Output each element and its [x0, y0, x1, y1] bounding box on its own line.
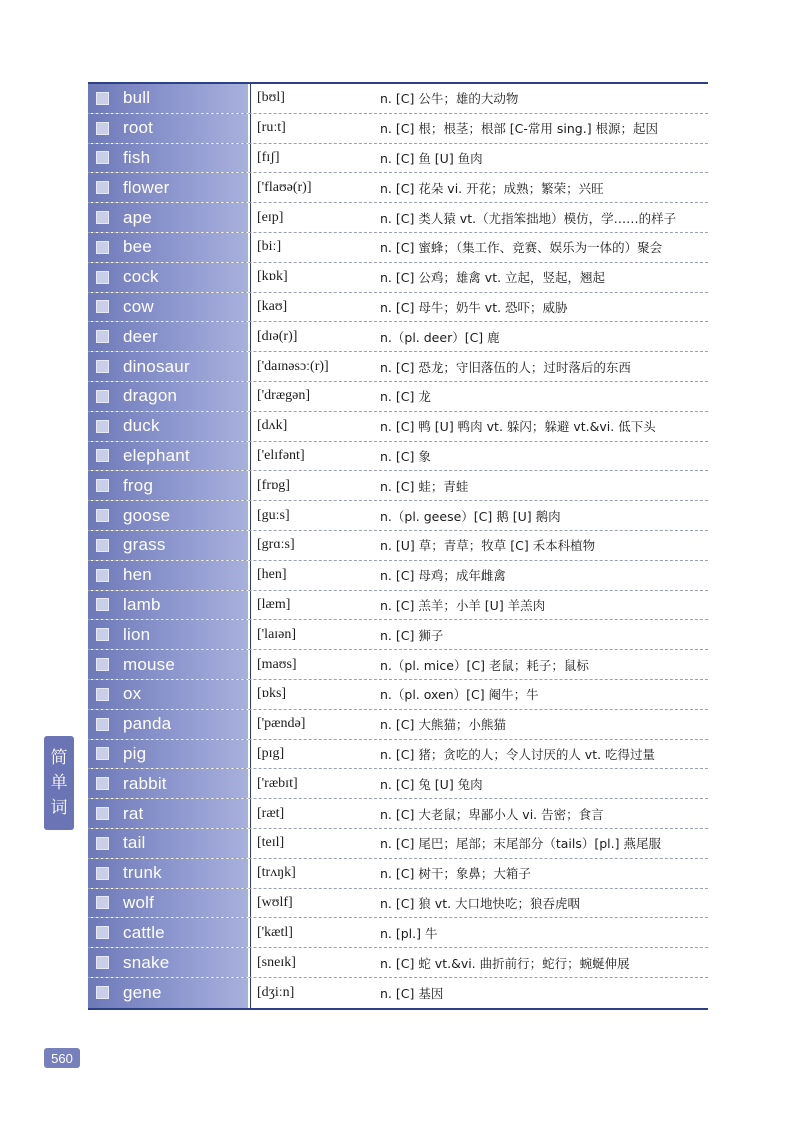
definition: n.（pl. oxen）[C] 阉牛；牛: [380, 687, 539, 703]
vocab-row: [88, 412, 708, 442]
checkbox-icon: [96, 777, 109, 790]
definition: n. [C] 母鸡；成年雌禽: [380, 568, 506, 584]
checkbox-icon: [96, 956, 109, 969]
phonetic: [guːs]: [250, 501, 372, 530]
checkbox-icon: [96, 181, 109, 194]
vocab-word: rabbit: [123, 773, 167, 793]
checkbox-icon: [96, 688, 109, 701]
word-cell: [88, 203, 250, 232]
definition: n.（pl. deer）[C] 鹿: [380, 329, 500, 345]
vocab-row: [88, 203, 708, 233]
phonetic: [trʌŋk]: [250, 859, 372, 888]
vocab-word: pig: [123, 743, 147, 763]
checkbox-icon: [96, 926, 109, 939]
vocab-row: [88, 114, 708, 144]
vocab-word: gene: [123, 982, 162, 1002]
vocab-row: [88, 561, 708, 591]
checkbox-icon: [96, 986, 109, 999]
phonetic: ['laɪən]: [250, 620, 372, 649]
vocab-word: dragon: [123, 386, 178, 406]
checkbox-icon: [96, 92, 109, 105]
phonetic: ['drægən]: [250, 382, 372, 411]
vocab-row: [88, 382, 708, 412]
vocab-word: mouse: [123, 654, 176, 674]
phonetic: [pɪg]: [250, 740, 372, 769]
vocab-row: [88, 442, 708, 472]
definition: n. [C] 大老鼠；卑鄙小人 vi. 告密；食言: [380, 806, 604, 822]
vocab-word: trunk: [123, 863, 162, 883]
definition: n. [C] 公牛；雄的大动物: [380, 91, 519, 107]
vocab-row: [88, 322, 708, 352]
word-cell: [88, 799, 250, 828]
checkbox-icon: [96, 747, 109, 760]
word-cell: [88, 948, 250, 977]
phonetic: [dʌk]: [250, 412, 372, 441]
vocab-row: [88, 948, 708, 978]
checkbox-icon: [96, 598, 109, 611]
vocab-row: [88, 680, 708, 710]
vocab-row: [88, 769, 708, 799]
definition: n. [C] 狮子: [380, 627, 444, 643]
word-cell: [88, 710, 250, 739]
checkbox-icon: [96, 241, 109, 254]
definition: n.（pl. mice）[C] 老鼠；耗子；鼠标: [380, 657, 589, 673]
definition: n. [C] 花朵 vi. 开花；成熟；繁荣；兴旺: [380, 180, 604, 196]
vocab-word: cattle: [123, 922, 165, 942]
vocab-word: hen: [123, 565, 152, 585]
word-cell: [88, 471, 250, 500]
vocab-row: [88, 501, 708, 531]
definition: n. [C] 蜜蜂；（集工作、竞赛、娱乐为一体的）聚会: [380, 240, 663, 256]
phonetic: [dʒiːn]: [250, 978, 372, 1008]
word-cell: [88, 173, 250, 202]
vocab-word: goose: [123, 505, 171, 525]
definition: n. [C] 恐龙；守旧落伍的人；过时落后的东西: [380, 359, 631, 375]
word-cell: [88, 412, 250, 441]
checkbox-icon: [96, 360, 109, 373]
phonetic: [frɒg]: [250, 471, 372, 500]
vocab-row: [88, 799, 708, 829]
definition: n. [C] 猪；贪吃的人；令人讨厌的人 vt. 吃得过量: [380, 746, 656, 762]
vocab-row: [88, 710, 708, 740]
definition: n. [C] 基因: [380, 985, 444, 1001]
vocab-row: [88, 650, 708, 680]
word-cell: [88, 650, 250, 679]
vocabulary-table: [88, 82, 708, 1010]
vocab-word: tail: [123, 833, 146, 853]
checkbox-icon: [96, 300, 109, 313]
word-cell: [88, 293, 250, 322]
definition: n. [C] 象: [380, 448, 431, 464]
vocab-word: fish: [123, 147, 151, 167]
definition: n. [C] 根；根茎；根部 [C-常用 sing.] 根源；起因: [380, 121, 659, 137]
vocab-row: [88, 531, 708, 561]
definition: n. [C] 羔羊；小羊 [U] 羊羔肉: [380, 597, 546, 613]
definition: n.（pl. geese）[C] 鹅 [U] 鹅肉: [380, 508, 561, 524]
word-cell: [88, 978, 250, 1008]
vocab-row: [88, 620, 708, 650]
phonetic: [læm]: [250, 591, 372, 620]
vocab-row: [88, 829, 708, 859]
phonetic: ['daɪnəsɔː(r)]: [250, 352, 372, 381]
page-number: 560: [44, 1048, 80, 1068]
vocab-word: elephant: [123, 445, 190, 465]
phonetic: ['ræbɪt]: [250, 769, 372, 798]
vocab-row: [88, 233, 708, 263]
definition: n. [C] 狼 vt. 大口地快吃；狼吞虎咽: [380, 895, 581, 911]
checkbox-icon: [96, 509, 109, 522]
vocab-word: bee: [123, 237, 152, 257]
vocab-row: [88, 859, 708, 889]
vocab-word: ox: [123, 684, 142, 704]
word-cell: [88, 889, 250, 918]
vocab-word: dinosaur: [123, 356, 190, 376]
vocab-word: root: [123, 118, 154, 138]
word-cell: [88, 322, 250, 351]
vocab-word: deer: [123, 326, 158, 346]
definition: n. [C] 大熊猫；小熊猫: [380, 717, 506, 733]
phonetic: [bʊl]: [250, 84, 372, 113]
checkbox-icon: [96, 390, 109, 403]
vocab-row: [88, 293, 708, 323]
checkbox-icon: [96, 896, 109, 909]
phonetic: [kaʊ]: [250, 293, 372, 322]
section-tab-char: 词: [50, 797, 68, 818]
word-cell: [88, 829, 250, 858]
word-cell: [88, 740, 250, 769]
word-cell: [88, 918, 250, 947]
section-tab-char: 简: [50, 747, 68, 768]
word-cell: [88, 114, 250, 143]
section-tab: [44, 736, 74, 830]
vocab-word: grass: [123, 535, 166, 555]
checkbox-icon: [96, 867, 109, 880]
vocab-word: cock: [123, 267, 159, 287]
checkbox-icon: [96, 628, 109, 641]
definition: n. [C] 蛇 vt.&vi. 曲折前行；蛇行；蜿蜒伸展: [380, 955, 630, 971]
checkbox-icon: [96, 807, 109, 820]
word-cell: [88, 84, 250, 113]
checkbox-icon: [96, 449, 109, 462]
definition: n. [C] 类人猿 vt.（尤指笨拙地）模仿，学……的样子: [380, 210, 677, 226]
definition: n. [C] 公鸡；雄禽 vt. 立起，竖起，翘起: [380, 270, 606, 286]
section-tab-char: 单: [50, 772, 68, 793]
checkbox-icon: [96, 658, 109, 671]
phonetic: [fɪʃ]: [250, 144, 372, 173]
word-cell: [88, 501, 250, 530]
definition: n. [C] 鱼 [U] 鱼肉: [380, 150, 483, 166]
checkbox-icon: [96, 330, 109, 343]
vocab-word: bull: [123, 88, 151, 108]
word-cell: [88, 561, 250, 590]
checkbox-icon: [96, 122, 109, 135]
phonetic: [wʊlf]: [250, 889, 372, 918]
checkbox-icon: [96, 718, 109, 731]
checkbox-icon: [96, 479, 109, 492]
word-cell: [88, 859, 250, 888]
checkbox-icon: [96, 211, 109, 224]
vocab-word: frog: [123, 475, 154, 495]
vocab-word: wolf: [123, 892, 155, 912]
vocab-word: duck: [123, 416, 160, 436]
word-cell: [88, 144, 250, 173]
vocab-row: [88, 84, 708, 114]
phonetic: [ræt]: [250, 799, 372, 828]
vocab-row: [88, 740, 708, 770]
phonetic: ['elɪfənt]: [250, 442, 372, 471]
vocab-row: [88, 918, 708, 948]
definition: n. [C] 母牛；奶牛 vt. 恐吓；威胁: [380, 299, 568, 315]
phonetic: [grɑːs]: [250, 531, 372, 560]
word-cell: [88, 591, 250, 620]
checkbox-icon: [96, 151, 109, 164]
phonetic: [maʊs]: [250, 650, 372, 679]
vocab-row: [88, 471, 708, 501]
phonetic: ['pændə]: [250, 710, 372, 739]
phonetic: ['flaʊə(r)]: [250, 173, 372, 202]
vocab-row: [88, 173, 708, 203]
vocab-row: [88, 978, 708, 1008]
word-cell: [88, 233, 250, 262]
phonetic: [kɒk]: [250, 263, 372, 292]
word-cell: [88, 769, 250, 798]
definition: n. [C] 尾巴；尾部；末尾部分（tails）[pl.] 燕尾服: [380, 836, 661, 852]
checkbox-icon: [96, 420, 109, 433]
vocab-word: flower: [123, 177, 170, 197]
vocab-word: lamb: [123, 594, 161, 614]
definition: n. [C] 树干；象鼻；大箱子: [380, 866, 531, 882]
phonetic: [dɪə(r)]: [250, 322, 372, 351]
word-cell: [88, 442, 250, 471]
definition: n. [C] 鸭 [U] 鸭肉 vt. 躲闪；躲避 vt.&vi. 低下头: [380, 419, 656, 435]
phonetic: [ruːt]: [250, 114, 372, 143]
checkbox-icon: [96, 837, 109, 850]
phonetic: [biː]: [250, 233, 372, 262]
checkbox-icon: [96, 569, 109, 582]
vocab-word: cow: [123, 296, 154, 316]
vocab-word: rat: [123, 803, 144, 823]
checkbox-icon: [96, 271, 109, 284]
vocab-word: panda: [123, 714, 172, 734]
vocab-word: snake: [123, 952, 170, 972]
vocab-row: [88, 144, 708, 174]
word-cell: [88, 620, 250, 649]
word-cell: [88, 531, 250, 560]
phonetic: [hen]: [250, 561, 372, 590]
phonetic: ['kætl]: [250, 918, 372, 947]
vocab-word: lion: [123, 624, 151, 644]
vocab-word: ape: [123, 207, 152, 227]
vocab-row: [88, 889, 708, 919]
definition: n. [C] 兔 [U] 兔肉: [380, 776, 483, 792]
vocab-row: [88, 263, 708, 293]
word-cell: [88, 263, 250, 292]
definition: n. [pl.] 牛: [380, 925, 438, 941]
checkbox-icon: [96, 539, 109, 552]
phonetic: [eɪp]: [250, 203, 372, 232]
word-cell: [88, 680, 250, 709]
phonetic: [ɒks]: [250, 680, 372, 709]
definition: n. [C] 蛙；青蛙: [380, 478, 469, 494]
word-cell: [88, 382, 250, 411]
phonetic: [teɪl]: [250, 829, 372, 858]
vocab-row: [88, 352, 708, 382]
phonetic: [sneɪk]: [250, 948, 372, 977]
definition: n. [C] 龙: [380, 389, 431, 405]
vocab-row: [88, 591, 708, 621]
word-cell: [88, 352, 250, 381]
definition: n. [U] 草；青草；牧草 [C] 禾本科植物: [380, 538, 596, 554]
